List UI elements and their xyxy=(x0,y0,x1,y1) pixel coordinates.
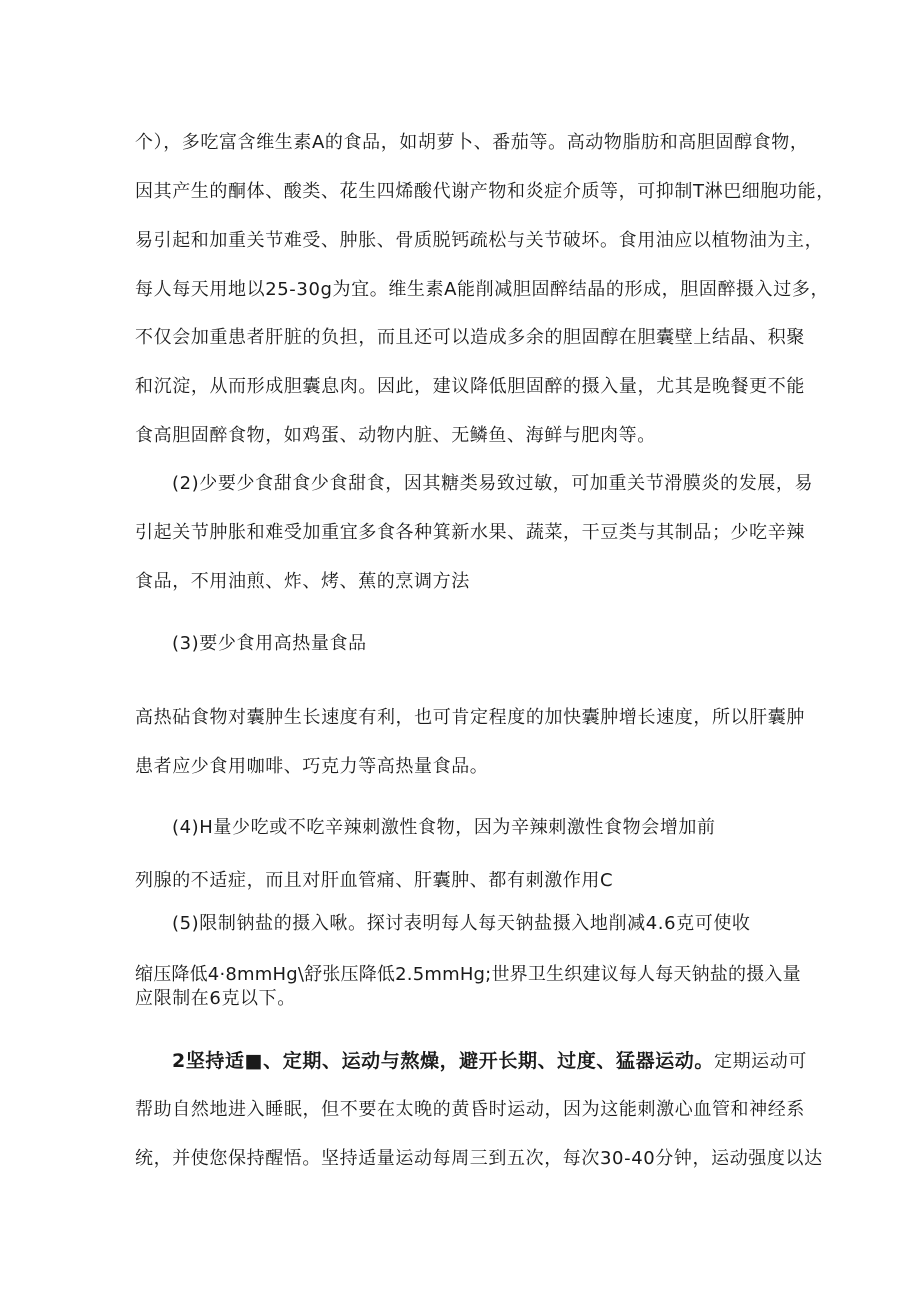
list-item-2-line: (2)少要少食甜食少食甜食，因其糖类易致过敏，可加重关节滑膜炎的发展，易 xyxy=(172,473,814,494)
list-item-2-line: 引起关节肿胀和难受加重宜多食各种箕新水果、蔬菜，干豆类与其制品；少吃辛辣 xyxy=(135,522,805,543)
paragraph-line: 不仅会加重患者肝脏的负担，而且还可以造成多余的胆固醇在胆囊壁上结晶、积聚 xyxy=(135,327,805,348)
section-2-heading: 2坚持适■、定期、运动与熬燥，避开长期、过度、猛器运动。 xyxy=(172,1050,714,1072)
section-2-line: 帮助自然地进入睡眠，但不要在太晚的黄昏时运动，因为这能刺激心血管和神经系 xyxy=(135,1099,805,1120)
section-2-line: 统，并使您保持醒悟。坚持适量运动每周三到五次，每次30-40分钟，运动强度以达 xyxy=(135,1148,823,1169)
list-item-4-title: (4)H量少吃或不吃辛辣刺激性食物，因为辛辣刺激性食物会增加前 xyxy=(172,817,716,838)
paragraph-line: 易引起和加重关节难受、肿胀、骨质脱钙疏松与关节破坏。食用油应以植物油为主， xyxy=(135,230,824,251)
list-item-3-line: 高热砧食物对囊肿生长速度有利，也可肯定程度的加快囊肿增长速度，所以肝囊肿 xyxy=(135,707,805,728)
paragraph-line: 食高胆固醉食物，如鸡蛋、动物内脏、无鳞鱼、海鲜与肥肉等。 xyxy=(135,425,656,446)
list-item-5-title: (5)限制钠盐的摄入啾。探讨表明每人每天钠盐摄入地削减4.6克可使收 xyxy=(172,913,751,934)
list-item-5-line: 应限制在6克以下。 xyxy=(135,988,296,1009)
list-item-4-line: 列腺的不适症，而且对肝血管痛、肝囊肿、都有刺激作用C xyxy=(135,870,614,891)
section-2-heading-tail: 定期运动可 xyxy=(713,1051,807,1072)
list-item-5-line: 缩压降低4·8mmHg\舒张压降低2.5mmHg;世界卫生织建议每人每天钠盐的摄入量 xyxy=(135,964,801,985)
list-item-3-title: (3)要少食用高热量食品 xyxy=(172,633,367,654)
paragraph-line: 个），多吃富含维生素A的食品，如胡萝卜、番茄等。高动物脂肪和高胆固醇食物， xyxy=(135,132,809,153)
paragraph-line: 和沉淀，从而形成胆囊息肉。因此，建议降低胆固醉的摄入量，尤其是晚餐更不能 xyxy=(135,376,805,397)
paragraph-line: 因其产生的酮体、酸类、花生四烯酸代谢产物和炎症介质等，可抑制T淋巴细胞功能， xyxy=(135,181,835,202)
paragraph-line: 每人每天用地以25-30g为宜。维生素A能削减胆固醉结晶的形成，胆固醉摄入过多， xyxy=(135,279,830,300)
list-item-3-line: 患者应少食用咖啡、巧克力等高热量食品。 xyxy=(135,756,489,777)
list-item-2-line: 食品，不用油煎、炸、烤、蕉的烹调方法 xyxy=(135,571,470,592)
section-2-heading-line xyxy=(172,1049,805,1074)
